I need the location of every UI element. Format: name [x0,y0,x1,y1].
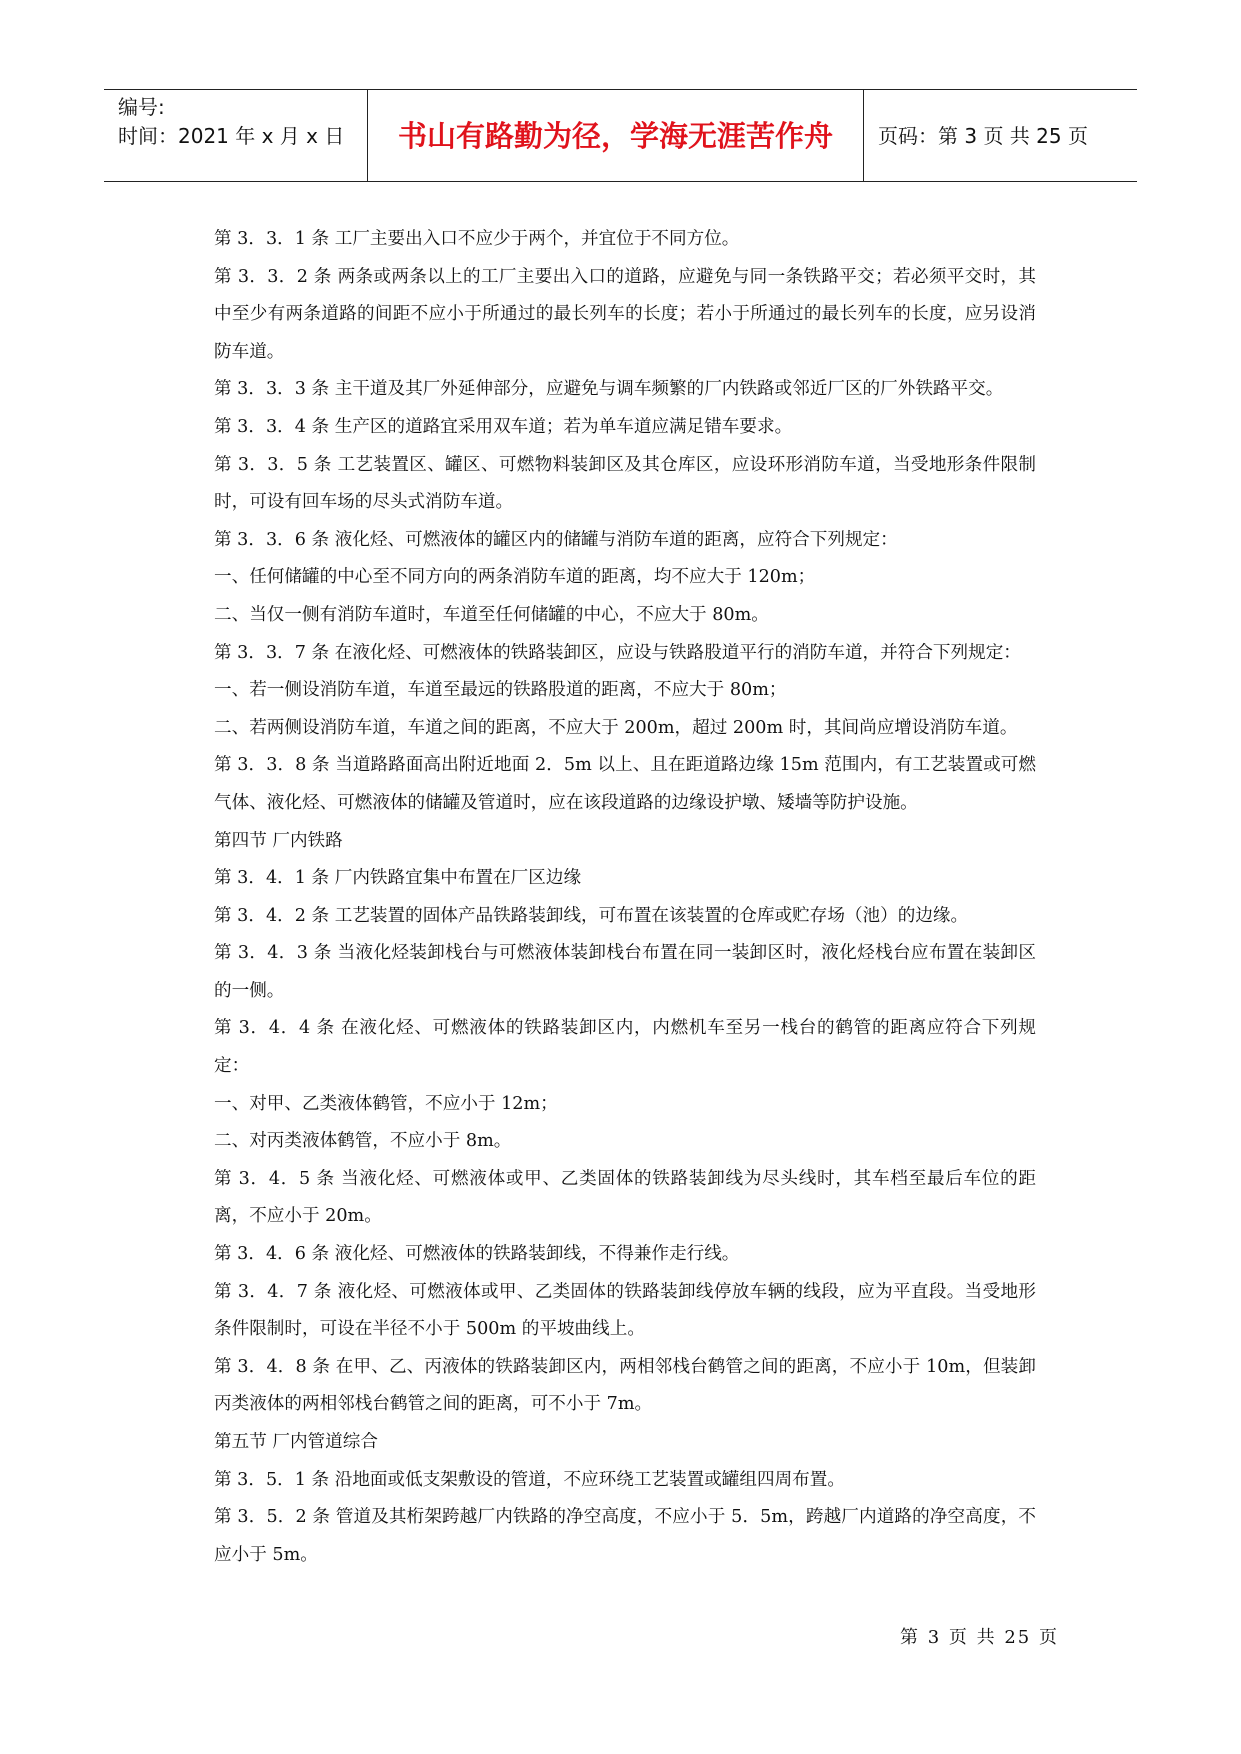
paragraph: 第 3．5．1 条 沿地面或低支架敷设的管道，不应环绕工艺装置或罐组四周布置。 [214,1469,845,1490]
page-footer: 第 3 页 共 25 页 [900,1627,1059,1648]
paragraph: 第 3．5．2 条 管道及其桁架跨越厂内铁路的净空高度，不应小于 5．5m，跨越厂内道路的净空高度，不应小于 5m。 [214,1507,1036,1565]
paragraph: 第 3．3．7 条 在液化烃、可燃液体的铁路装卸区，应设与铁路股道平行的消防车道，并符合下列规定： [214,642,1021,663]
paragraph: 第 3．3．8 条 当道路路面高出附近地面 2．5m 以上、且在距道路边缘 15m 范围内，有工艺装置或可燃气体、液化烃、可燃液体的储罐及管道时，应在该段道路的边缘设护墩、矮墙等防护设施。 [214,755,1036,813]
paragraph: 第 3．3．1 条 工厂主要出入口不应少于两个，并宜位于不同方位。 [214,229,740,249]
paragraph: 第 3．3．2 条 两条或两条以上的工厂主要出入口的道路，应避免与同一条铁路平交；若必须平交时，其中至少有两条道路的间距不应小于所通过的最长列车的长度；若小于所通过的最长列车的长度，应另设消防车道。 [214,266,1036,362]
paragraph: 第 3．4．5 条 当液化烃、可燃液体或甲、乙类固体的铁路装卸线为尽头线时，其车档至最后车位的距离，不应小于 20m。 [214,1168,1036,1227]
header-slogan: 书山有路勤为径，学海无涯苦作舟 [368,90,864,181]
paragraph: 第 3．4．7 条 液化烃、可燃液体或甲、乙类固体的铁路装卸线停放车辆的线段，应为平直段。当受地形条件限制时，可设在半径不小于 500m 的平坡曲线上。 [214,1281,1036,1340]
paragraph: 第 3．4．1 条 厂内铁路宜集中布置在厂区边缘 [214,868,582,889]
paragraph: 第 3．4．2 条 工艺装置的固体产品铁路装卸线，可布置在该装置的仓库或贮存场（池）的边缘。 [214,905,969,926]
header-page-number: 页码：第 3 页 共 25 页 [878,124,1088,148]
paragraph: 第 3．4．3 条 当液化烃装卸栈台与可燃液体装卸栈台布置在同一装卸区时，液化烃栈台应布置在装卸区的一侧。 [214,943,1036,1001]
paragraph: 第 3．3．5 条 工艺装置区、罐区、可燃物料装卸区及其仓库区，应设环形消防车道，当受地形条件限制时，可设有回车场的尽头式消防车道。 [214,454,1036,513]
header-info-cell [104,90,368,181]
paragraph: 第 3．4．4 条 在液化烃、可燃液体的铁路装卸区内，内燃机车至另一栈台的鹤管的距离应符合下列规定： [214,1018,1036,1077]
paragraph: 第 3．3．3 条 主干道及其厂外延伸部分，应避免与调车频繁的厂内铁路或邻近厂区的厂外铁路平交。 [214,379,1004,400]
paragraph: 第 3．3．4 条 生产区的道路宜采用双车道；若为单车道应满足错车要求。 [214,416,793,437]
list-item: 一、对甲、乙类液体鹤管，不应小于 12m； [214,1093,558,1114]
paragraph: 第 3．4．6 条 液化烃、可燃液体的铁路装卸线，不得兼作走行线。 [214,1244,740,1265]
list-item: 二、当仅一侧有消防车道时，车道至任何储罐的中心，不应大于 80m。 [214,604,769,625]
page-header [104,89,1137,182]
paragraph: 第 3．3．6 条 液化烃、可燃液体的罐区内的储罐与消防车道的距离，应符合下列规定： [214,529,898,550]
document-number-label: 编号: [118,95,165,119]
list-item: 二、对丙类液体鹤管，不应小于 8m。 [214,1131,512,1152]
list-item: 一、任何储罐的中心至不同方向的两条消防车道的距离，均不应大于 120m； [214,567,816,588]
section-heading: 第四节 厂内铁路 [214,830,343,851]
document-body [214,221,1036,1574]
document-time-label: 时间：2021 年 x 月 x 日 [118,124,345,148]
list-item: 二、若两侧设消防车道，车道之间的距离，不应大于 200m，超过 200m 时，其间尚应增设消防车道。 [214,717,1018,738]
list-item: 一、若一侧设消防车道，车道至最远的铁路股道的距离，不应大于 80m； [214,680,787,701]
section-heading: 第五节 厂内管道综合 [214,1432,378,1452]
paragraph: 第 3．4．8 条 在甲、乙、丙液体的铁路装卸区内，两相邻栈台鹤管之间的距离，不应小于 10m，但装卸丙类液体的两相邻栈台鹤管之间的距离，可不小于 7m。 [214,1356,1036,1415]
